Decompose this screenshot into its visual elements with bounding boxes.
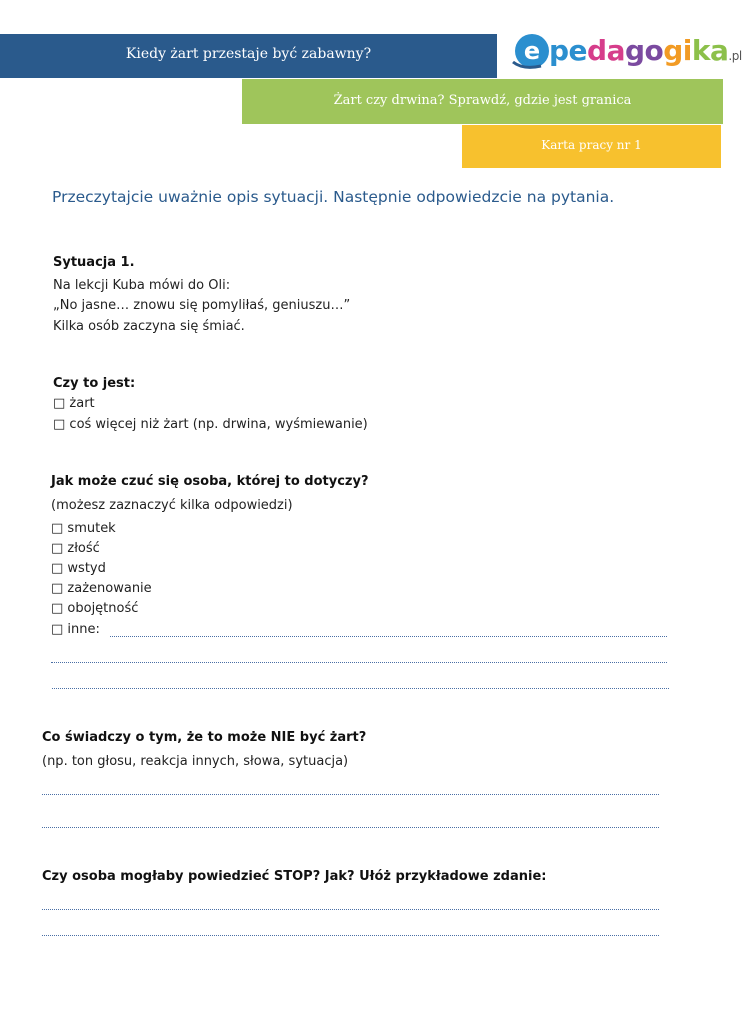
svg-text:e: e [523,37,541,65]
q4-heading: Czy osoba mogłaby powiedzieć STOP? Jak? Ułóż przykładowe zdanie: [42,869,547,884]
worksheet-title: Kiedy żart przestaje być zabawny? [125,46,372,62]
q2-option-embarrassment[interactable]: □ zażenowanie [51,581,152,596]
q2-option-indifference[interactable]: □ obojętność [51,601,139,616]
q1-option-more[interactable]: □ coś więcej niż żart (np. drwina, wyśmiewanie) [53,417,368,432]
q3-hint: (np. ton głosu, reakcja innych, słowa, sytuacja) [42,754,349,769]
answer-line[interactable] [42,909,659,910]
worksheet-subtitle: Żart czy drwina? Sprawdź, gdzie jest granica [333,93,632,108]
answer-line[interactable] [42,935,659,936]
q2-heading: Jak może czuć się osoba, której to dotyczy? [51,474,369,489]
answer-line[interactable] [110,636,667,637]
situation-heading: Sytuacja 1. [53,255,135,270]
header-bar-green [242,79,723,124]
answer-line[interactable] [52,688,669,689]
logo-wordmark: pedagogika.pl [549,34,742,67]
q1-heading: Czy to jest: [53,376,136,391]
answer-line[interactable] [42,827,659,828]
header-bar-blue [0,34,497,78]
q2-option-shame[interactable]: □ wstyd [51,561,106,576]
header-bar-yellow [462,125,721,168]
q3-heading: Co świadczy o tym, że to może NIE być żart? [42,730,367,745]
q2-option-sadness[interactable]: □ smutek [51,521,116,536]
q2-option-anger[interactable]: □ złość [51,541,100,556]
instruction-text: Przeczytajcie uważnie opis sytuacji. Następnie odpowiedzcie na pytania. [52,188,615,206]
q2-hint: (możesz zaznaczyć kilka odpowiedzi) [51,498,293,513]
worksheet-number: Karta pracy nr 1 [541,138,642,152]
answer-line[interactable] [51,662,667,663]
q1-option-joke[interactable]: □ żart [53,396,95,411]
answer-line[interactable] [42,794,659,795]
epedagogika-logo [511,30,742,76]
q2-option-other[interactable]: □ inne: [51,622,100,637]
situation-line: Kilka osób zaczyna się śmiać. [53,319,245,334]
logo-e-icon [511,32,549,70]
situation-line: „No jasne… znowu się pomyliłaś, geniuszu…” [53,298,351,313]
situation-line: Na lekcji Kuba mówi do Oli: [53,278,231,293]
